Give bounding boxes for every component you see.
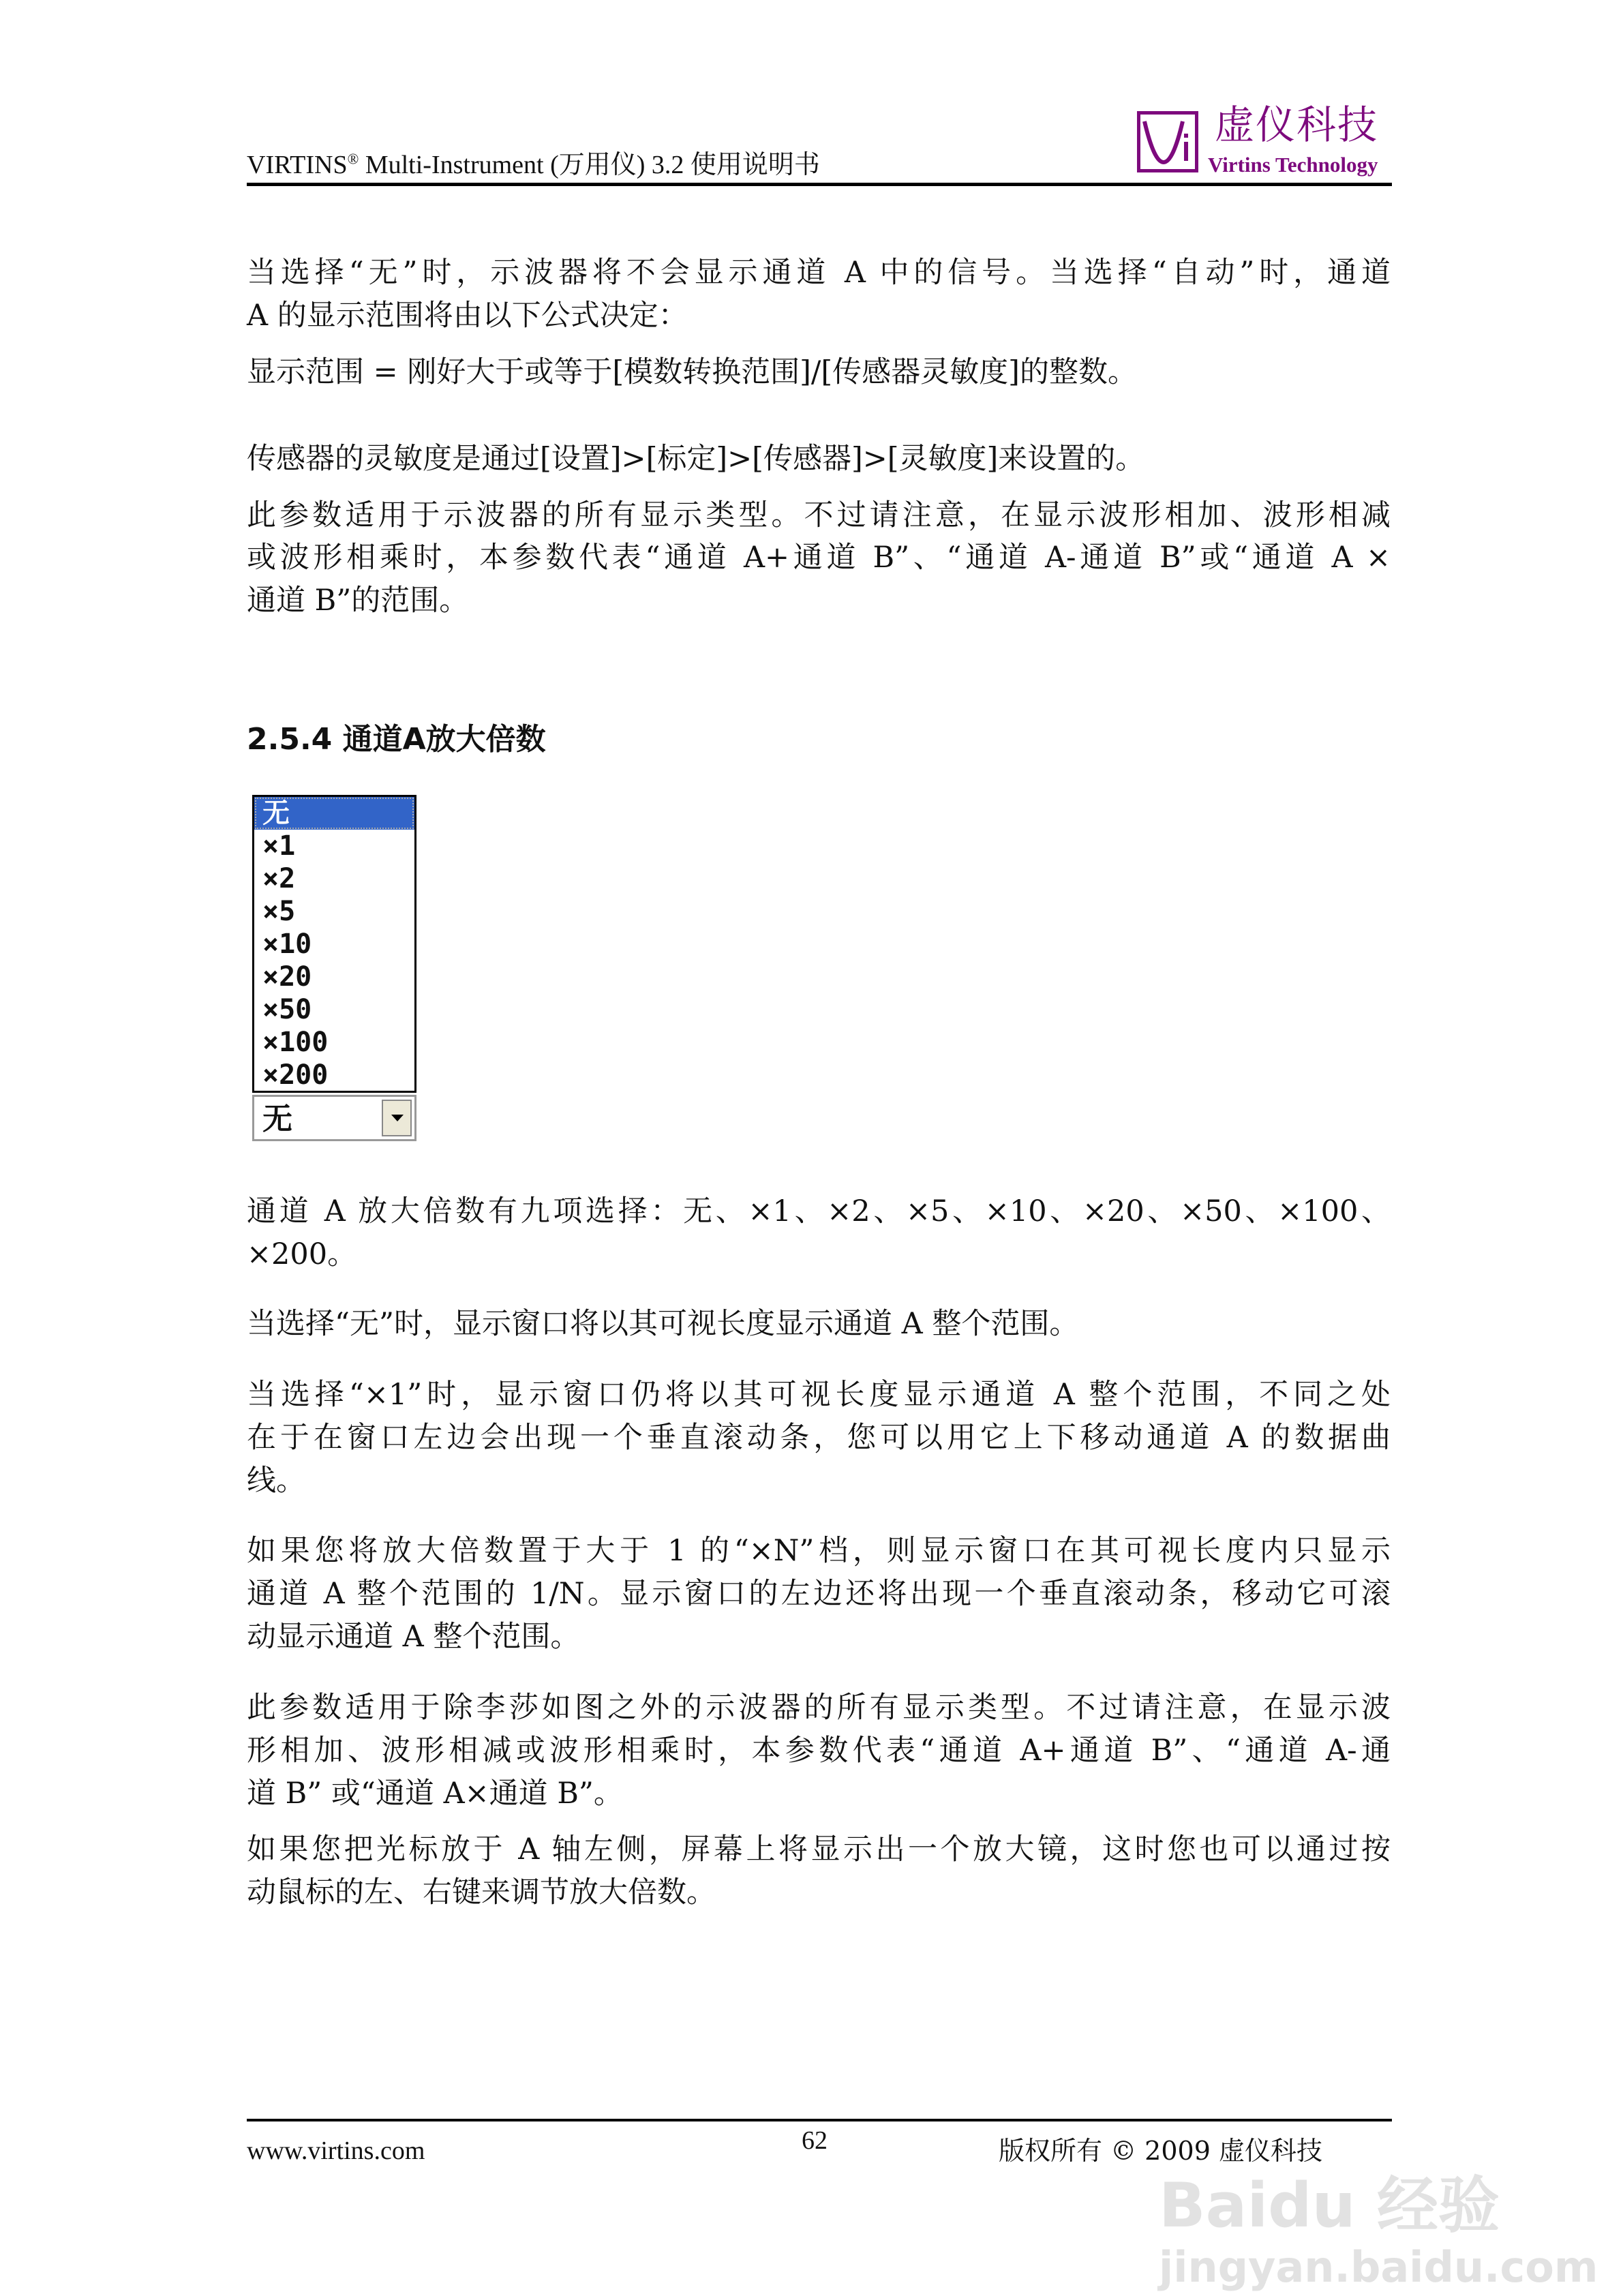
title-rest: Multi-Instrument (万用仪) 3.2 使用说明书	[359, 151, 820, 179]
option-x50[interactable]: ×50	[262, 994, 312, 1025]
registered-mark: ®	[347, 150, 359, 168]
option-x20[interactable]: ×20	[262, 961, 312, 993]
logo-text-cn: 虚仪科技	[1215, 102, 1379, 148]
paragraph-line: 动鼠标的左、右键来调节放大倍数。	[247, 1875, 716, 1909]
watermark-url: jingyan.baidu.com	[1159, 2242, 1598, 2292]
paragraph-line: 在于在窗口左边会出现一个垂直滚动条，您可以用它上下移动通道 A 的数据曲	[247, 1421, 1391, 1455]
logo-text-en: Virtins Technology	[1208, 153, 1378, 177]
section-heading: 2.5.4 通道A放大倍数	[247, 722, 546, 757]
paragraph-line: 线。	[247, 1464, 305, 1498]
title-brand: VIRTINS	[247, 151, 348, 179]
paragraph-line: A 的显示范围将由以下公式决定：	[247, 299, 688, 333]
paragraph-line: 形相加、波形相减或波形相乘时，本参数代表“通道 A+通道 B”、“通道 A-通	[247, 1734, 1391, 1768]
footer-url[interactable]: www.virtins.com	[247, 2136, 425, 2165]
paragraph-line: 道 B” 或“通道 A×通道 B”。	[247, 1777, 623, 1811]
magnification-select[interactable]	[252, 1095, 416, 1141]
option-x10[interactable]: ×10	[262, 928, 312, 960]
logo-icon	[1137, 111, 1198, 172]
paragraph-line: 当选择“无”时，显示窗口将以其可视长度显示通道 A 整个范围。	[247, 1307, 1079, 1341]
paragraph-line: 如果您把光标放于 A 轴左侧，屏幕上将显示出一个放大镜，这时您也可以通过按	[247, 1832, 1391, 1867]
paragraph-line: 此参数适用于除李莎如图之外的示波器的所有显示类型。不过请注意，在显示波	[247, 1691, 1391, 1725]
option-x5[interactable]: ×5	[262, 896, 296, 927]
paragraph-line: ×200。	[247, 1237, 357, 1271]
paragraph-line: 如果您将放大倍数置于大于 1 的“×N”档，则显示窗口在其可视长度内只显示	[247, 1534, 1391, 1568]
paragraph-line: 当选择“无”时，示波器将不会显示通道 A 中的信号。当选择“自动”时，通道	[247, 256, 1391, 290]
option-x100[interactable]: ×100	[262, 1027, 329, 1058]
paragraph-line: 当选择“×1”时，显示窗口仍将以其可视长度显示通道 A 整个范围，不同之处	[247, 1378, 1391, 1412]
header-divider	[247, 183, 1392, 186]
chevron-down-icon[interactable]	[382, 1100, 412, 1136]
footer-divider	[247, 2119, 1392, 2121]
formula: 显示范围 = 刚好大于或等于[模数转换范围]/[传感器灵敏度]的整数。	[247, 355, 1137, 389]
option-x1[interactable]: ×1	[262, 830, 296, 862]
watermark-logo: Baidu 经验	[1159, 2170, 1500, 2241]
paragraph-line: 传感器的灵敏度是通过[设置]>[标定]>[传感器]>[灵敏度]来设置的。	[247, 442, 1145, 476]
paragraph-line: 或波形相乘时，本参数代表“通道 A+通道 B”、“通道 A-通道 B”或“通道 A ×	[247, 541, 1391, 575]
paragraph-line: 通道 A 放大倍数有九项选择：无、×1、×2、×5、×10、×20、×50、×100、	[247, 1194, 1391, 1228]
paragraph-line: 此参数适用于示波器的所有显示类型。不过请注意，在显示波形相加、波形相减	[247, 498, 1391, 532]
option-x2[interactable]: ×2	[262, 863, 296, 894]
selected-value: 无	[262, 1102, 292, 1136]
page-number: 62	[802, 2126, 828, 2155]
option-x200[interactable]: ×200	[262, 1059, 329, 1091]
paragraph-line: 动显示通道 A 整个范围。	[247, 1620, 580, 1654]
paragraph-line: 通道 A 整个范围的 1/N。显示窗口的左边还将出现一个垂直滚动条，移动它可滚	[247, 1577, 1391, 1611]
paragraph-line: 通道 B”的范围。	[247, 584, 469, 618]
option-none[interactable]: 无	[254, 797, 414, 830]
magnification-listbox[interactable]	[252, 795, 416, 1093]
header-title	[247, 143, 820, 181]
footer-copyright: 版权所有 © 2009 虚仪科技	[999, 2136, 1322, 2166]
